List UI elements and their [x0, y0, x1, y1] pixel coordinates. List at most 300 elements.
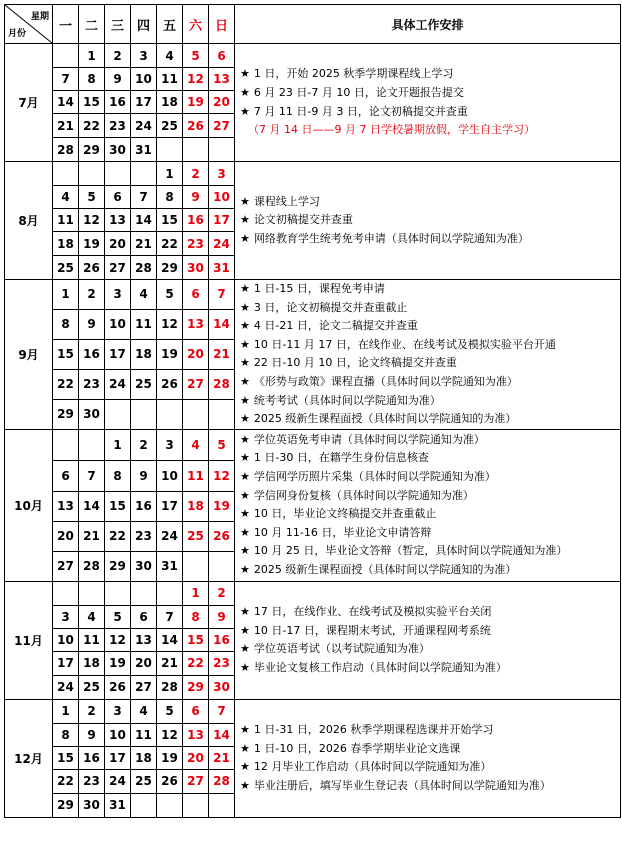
day-cell: 4: [53, 186, 79, 209]
task-item: [240, 487, 620, 506]
day-cell: 13: [53, 491, 79, 521]
task-item: [240, 211, 620, 230]
task-text: 论文初稿提交并查重: [253, 213, 353, 227]
day-cell: 15: [183, 628, 209, 651]
day-cell: 18: [183, 491, 209, 521]
star-icon: ★: [240, 660, 250, 674]
day-cell: 3: [105, 280, 131, 310]
day-cell: 25: [53, 256, 79, 280]
day-cell: 18: [157, 91, 183, 114]
star-icon: ★: [240, 642, 250, 656]
day-cell: 11: [131, 723, 157, 746]
day-cell: 14: [79, 491, 105, 521]
day-cell: 9: [105, 68, 131, 91]
star-icon: ★: [240, 85, 250, 99]
day-cell: 18: [53, 232, 79, 256]
day-cell: 14: [157, 628, 183, 651]
day-cell: 24: [209, 232, 235, 256]
day-cell: 8: [53, 723, 79, 746]
star-icon: ★: [240, 104, 250, 118]
star-icon: ★: [240, 194, 250, 208]
day-cell: [183, 399, 209, 429]
day-cell: 6: [53, 460, 79, 491]
day-cell: 5: [157, 699, 183, 723]
task-text: 学位英语考试（以考试院通知为准）: [253, 642, 430, 656]
day-cell: 20: [53, 521, 79, 551]
day-cell: 23: [79, 369, 105, 399]
day-cell: 23: [131, 521, 157, 551]
task-list: [235, 581, 621, 699]
star-icon: ★: [240, 432, 250, 446]
day-cell: 16: [183, 209, 209, 232]
day-cell: [105, 399, 131, 429]
task-text: 6 月 23 日-7 月 10 日，论文开题报告提交: [253, 85, 464, 99]
day-cell: 31: [209, 256, 235, 280]
day-cell: 19: [183, 91, 209, 114]
task-text: 7 月 11 日-9 月 3 日，论文初稿提交并查重: [253, 104, 468, 118]
task-item: [240, 758, 620, 777]
day-cell: 26: [183, 114, 209, 138]
day-cell: 5: [105, 605, 131, 628]
day-cell: 10: [157, 460, 183, 491]
day-cell: [157, 138, 183, 162]
task-text: 《形势与政策》课程直播（具体时间以学院通知为准）: [253, 374, 518, 388]
star-icon: ★: [240, 507, 250, 521]
day-cell: [79, 162, 105, 186]
day-cell: 19: [157, 746, 183, 769]
weekday-sat: 六: [183, 5, 209, 44]
day-cell: 17: [157, 491, 183, 521]
day-cell: 13: [105, 209, 131, 232]
day-cell: 7: [131, 186, 157, 209]
day-cell: 15: [105, 491, 131, 521]
task-item: [240, 354, 620, 373]
day-cell: 28: [209, 769, 235, 793]
task-item: [240, 524, 620, 543]
task-text: 学信网身份复核（具体时间以学院通知为准）: [253, 488, 474, 502]
task-item: [240, 373, 620, 392]
star-icon: ★: [240, 451, 250, 465]
corner-header: [5, 5, 53, 44]
task-text: 10 日-17 日，课程期末考试，开通课程网考系统: [253, 623, 491, 637]
day-cell: 16: [79, 746, 105, 769]
day-cell: [209, 793, 235, 817]
day-cell: 1: [53, 699, 79, 723]
task-item: [240, 431, 620, 450]
day-cell: 27: [183, 769, 209, 793]
day-cell: 29: [53, 399, 79, 429]
day-cell: [79, 581, 105, 605]
day-cell: 24: [53, 675, 79, 699]
day-cell: 2: [79, 699, 105, 723]
day-cell: [79, 429, 105, 460]
task-item: [240, 659, 620, 678]
task-list: [235, 44, 621, 162]
task-item: [240, 740, 620, 759]
month-label: 7月: [5, 44, 53, 162]
task-item: [240, 84, 620, 103]
day-cell: 10: [105, 309, 131, 339]
weekday-mon: 一: [53, 5, 79, 44]
day-cell: [105, 162, 131, 186]
star-icon: ★: [240, 337, 250, 351]
month-label: 11月: [5, 581, 53, 699]
week-row: [5, 44, 621, 68]
task-text: 10 月 11-16 日，毕业论文申请答辩: [253, 525, 432, 539]
day-cell: 31: [105, 793, 131, 817]
day-cell: 27: [105, 256, 131, 280]
day-cell: 20: [131, 651, 157, 675]
day-cell: 24: [131, 114, 157, 138]
star-icon: ★: [240, 525, 250, 539]
task-list: [235, 699, 621, 817]
day-cell: [131, 399, 157, 429]
day-cell: 8: [183, 605, 209, 628]
star-icon: ★: [240, 412, 250, 426]
task-item: [240, 336, 620, 355]
day-cell: 10: [105, 723, 131, 746]
star-icon: ★: [240, 605, 250, 619]
day-cell: [183, 551, 209, 581]
weekday-thu: 四: [131, 5, 157, 44]
day-cell: 8: [79, 68, 105, 91]
day-cell: 20: [105, 232, 131, 256]
day-cell: 6: [131, 605, 157, 628]
task-list: [235, 162, 621, 280]
day-cell: 23: [79, 769, 105, 793]
star-icon: ★: [240, 470, 250, 484]
day-cell: 21: [209, 746, 235, 769]
task-text: 17 日，在线作业、在线考试及模拟实验平台关闭: [253, 605, 492, 619]
day-cell: [53, 581, 79, 605]
day-cell: 6: [183, 699, 209, 723]
task-list: [235, 429, 621, 581]
day-cell: [157, 399, 183, 429]
month-label: 10月: [5, 429, 53, 581]
month-label: 12月: [5, 699, 53, 817]
task-text: 网络教育学生统考免考申请（具体时间以学院通知为准）: [253, 231, 529, 245]
day-cell: 21: [157, 651, 183, 675]
task-text: 2025 级新生课程面授（具体时间以学院通知的为准）: [253, 563, 517, 577]
star-icon: ★: [240, 374, 250, 388]
task-item: [240, 603, 620, 622]
task-text: 毕业论文复核工作启动（具体时间以学院通知为准）: [253, 660, 507, 674]
task-text: 12 月毕业工作启动（具体时间以学院通知为准）: [253, 760, 492, 774]
day-cell: 30: [131, 551, 157, 581]
task-item: [240, 468, 620, 487]
day-cell: 17: [131, 91, 157, 114]
task-text: 3 日，论文初稿提交并查重截止: [253, 300, 408, 314]
day-cell: 6: [209, 44, 235, 68]
day-cell: 5: [79, 186, 105, 209]
task-text: 1 日-10 日，2026 春季学期毕业论文选课: [253, 741, 461, 755]
day-cell: 26: [209, 521, 235, 551]
task-text: 10 日-11 月 17 日，在线作业、在线考试及模拟实验平台开通: [253, 337, 556, 351]
day-cell: 22: [105, 521, 131, 551]
day-cell: 13: [183, 309, 209, 339]
day-cell: 12: [79, 209, 105, 232]
day-cell: 3: [53, 605, 79, 628]
task-item: [240, 392, 620, 411]
day-cell: 28: [209, 369, 235, 399]
day-cell: 25: [79, 675, 105, 699]
month-label: 9月: [5, 280, 53, 430]
star-icon: ★: [240, 563, 250, 577]
corner-weekday-label: 星期: [30, 12, 49, 22]
day-cell: 14: [209, 723, 235, 746]
day-cell: 11: [157, 68, 183, 91]
star-icon: ★: [240, 67, 250, 81]
day-cell: 4: [183, 429, 209, 460]
task-text: 1 日-30 日，在籍学生身份信息核查: [253, 451, 429, 465]
day-cell: 28: [157, 675, 183, 699]
day-cell: 15: [157, 209, 183, 232]
task-item: [240, 561, 620, 580]
day-cell: [157, 581, 183, 605]
task-item: [240, 280, 620, 299]
star-icon: ★: [240, 723, 250, 737]
day-cell: [53, 44, 79, 68]
star-icon: ★: [240, 623, 250, 637]
day-cell: [183, 793, 209, 817]
task-item: [240, 230, 620, 249]
task-text: （7 月 14 日——9 月 7 日学校暑期放假，学生自主学习）: [248, 123, 535, 137]
day-cell: [131, 162, 157, 186]
day-cell: [131, 793, 157, 817]
day-cell: 27: [53, 551, 79, 581]
day-cell: 2: [79, 280, 105, 310]
weekday-fri: 五: [157, 5, 183, 44]
day-cell: 15: [79, 91, 105, 114]
day-cell: 30: [183, 256, 209, 280]
day-cell: 2: [183, 162, 209, 186]
calendar-body: [5, 44, 621, 818]
day-cell: 30: [79, 793, 105, 817]
day-cell: 8: [53, 309, 79, 339]
star-icon: ★: [240, 319, 250, 333]
task-text: 22 日-10 月 10 日，论文终稿提交并查重: [253, 356, 457, 370]
day-cell: 5: [209, 429, 235, 460]
day-cell: 4: [157, 44, 183, 68]
task-item: [240, 640, 620, 659]
task-text: 10 日，毕业论文终稿提交并查重截止: [253, 507, 437, 521]
star-icon: ★: [240, 213, 250, 227]
day-cell: 4: [79, 605, 105, 628]
star-icon: ★: [240, 741, 250, 755]
star-icon: ★: [240, 356, 250, 370]
task-text: 学信网学历照片采集（具体时间以学院通知为准）: [253, 470, 496, 484]
day-cell: 5: [183, 44, 209, 68]
day-cell: 19: [105, 651, 131, 675]
day-cell: [209, 399, 235, 429]
task-text: 1 日，开始 2025 秋季学期课程线上学习: [253, 67, 454, 81]
day-cell: 26: [157, 369, 183, 399]
day-cell: 3: [131, 44, 157, 68]
day-cell: 20: [183, 746, 209, 769]
day-cell: 21: [209, 339, 235, 369]
weekday-wed: 三: [105, 5, 131, 44]
day-cell: 13: [131, 628, 157, 651]
day-cell: 7: [157, 605, 183, 628]
corner-month-label: 月份: [8, 29, 27, 39]
task-item: [240, 193, 620, 212]
day-cell: 18: [79, 651, 105, 675]
day-cell: 7: [53, 68, 79, 91]
day-cell: 18: [131, 746, 157, 769]
day-cell: 12: [157, 309, 183, 339]
day-cell: 29: [157, 256, 183, 280]
task-item: [240, 721, 620, 740]
task-item: [240, 65, 620, 84]
day-cell: 16: [79, 339, 105, 369]
day-cell: 11: [79, 628, 105, 651]
day-cell: 6: [183, 280, 209, 310]
day-cell: 26: [79, 256, 105, 280]
star-icon: ★: [240, 760, 250, 774]
day-cell: [105, 581, 131, 605]
day-cell: 12: [209, 460, 235, 491]
task-text: 统考考试（具体时间以学院通知为准）: [253, 393, 441, 407]
day-cell: 22: [53, 369, 79, 399]
day-cell: 3: [105, 699, 131, 723]
day-cell: 2: [209, 581, 235, 605]
day-cell: 14: [53, 91, 79, 114]
day-cell: 5: [157, 280, 183, 310]
star-icon: ★: [240, 282, 250, 295]
day-cell: 16: [105, 91, 131, 114]
day-cell: 1: [157, 162, 183, 186]
star-icon: ★: [240, 778, 250, 792]
day-cell: 29: [79, 138, 105, 162]
day-cell: [131, 581, 157, 605]
day-cell: [209, 551, 235, 581]
day-cell: 17: [105, 746, 131, 769]
day-cell: 22: [183, 651, 209, 675]
day-cell: [183, 138, 209, 162]
day-cell: 26: [157, 769, 183, 793]
day-cell: 12: [183, 68, 209, 91]
day-cell: 28: [53, 138, 79, 162]
day-cell: 31: [131, 138, 157, 162]
day-cell: 14: [209, 309, 235, 339]
day-cell: 25: [183, 521, 209, 551]
day-cell: 10: [209, 186, 235, 209]
day-cell: 1: [105, 429, 131, 460]
day-cell: 7: [79, 460, 105, 491]
day-cell: 15: [53, 746, 79, 769]
day-cell: 23: [105, 114, 131, 138]
day-cell: 1: [79, 44, 105, 68]
day-cell: 9: [183, 186, 209, 209]
task-text: 2025 级新生课程面授（具体时间以学院通知的为准）: [253, 412, 517, 426]
day-cell: 22: [157, 232, 183, 256]
day-cell: 31: [157, 551, 183, 581]
day-cell: 8: [157, 186, 183, 209]
day-cell: 3: [209, 162, 235, 186]
weekday-sun: 日: [209, 5, 235, 44]
day-cell: 19: [157, 339, 183, 369]
day-cell: 10: [131, 68, 157, 91]
day-cell: 29: [183, 675, 209, 699]
task-text: 毕业注册后，填写毕业生登记表（具体时间以学院通知为准）: [253, 778, 551, 792]
task-item: [240, 410, 620, 429]
day-cell: 17: [105, 339, 131, 369]
day-cell: 7: [209, 699, 235, 723]
day-cell: 23: [209, 651, 235, 675]
day-cell: 30: [105, 138, 131, 162]
task-item: [240, 299, 620, 318]
day-cell: 1: [53, 280, 79, 310]
star-icon: ★: [240, 300, 250, 314]
day-cell: 18: [131, 339, 157, 369]
day-cell: 24: [105, 769, 131, 793]
day-cell: 26: [105, 675, 131, 699]
task-item: [240, 449, 620, 468]
day-cell: 15: [53, 339, 79, 369]
day-cell: 25: [131, 369, 157, 399]
day-cell: 4: [131, 280, 157, 310]
schedule-title: 具体工作安排: [235, 5, 621, 44]
task-text: 10 月 25 日，毕业论文答辩（暂定，具体时间以学院通知为准）: [253, 544, 568, 558]
task-text: 4 日-21 日，论文二稿提交并查重: [253, 319, 418, 333]
month-label: 8月: [5, 162, 53, 280]
day-cell: 10: [53, 628, 79, 651]
day-cell: 7: [209, 280, 235, 310]
day-cell: 8: [105, 460, 131, 491]
day-cell: 21: [53, 114, 79, 138]
day-cell: 27: [131, 675, 157, 699]
task-item: [240, 542, 620, 561]
day-cell: 24: [157, 521, 183, 551]
week-row: [5, 162, 621, 186]
day-cell: 13: [183, 723, 209, 746]
task-item: [240, 505, 620, 524]
day-cell: 21: [131, 232, 157, 256]
day-cell: 9: [131, 460, 157, 491]
week-row: [5, 280, 621, 310]
star-icon: ★: [240, 544, 250, 558]
day-cell: 20: [209, 91, 235, 114]
day-cell: 17: [209, 209, 235, 232]
day-cell: 22: [79, 114, 105, 138]
task-text: 课程线上学习: [253, 194, 320, 208]
weekday-tue: 二: [79, 5, 105, 44]
day-cell: 16: [131, 491, 157, 521]
day-cell: 12: [157, 723, 183, 746]
day-cell: 19: [79, 232, 105, 256]
day-cell: 11: [183, 460, 209, 491]
day-cell: 4: [131, 699, 157, 723]
day-cell: 2: [131, 429, 157, 460]
day-cell: 29: [105, 551, 131, 581]
day-cell: 9: [79, 723, 105, 746]
day-cell: 11: [131, 309, 157, 339]
star-icon: ★: [240, 488, 250, 502]
day-cell: 3: [157, 429, 183, 460]
day-cell: 12: [105, 628, 131, 651]
calendar-table: [4, 4, 621, 818]
day-cell: 16: [209, 628, 235, 651]
star-icon: ★: [240, 393, 250, 407]
day-cell: 29: [53, 793, 79, 817]
day-cell: 11: [53, 209, 79, 232]
day-cell: 20: [183, 339, 209, 369]
day-cell: 19: [209, 491, 235, 521]
week-row: [5, 581, 621, 605]
week-row: [5, 429, 621, 460]
day-cell: 21: [79, 521, 105, 551]
task-text: 学位英语免考申请（具体时间以学院通知为准）: [253, 432, 485, 446]
